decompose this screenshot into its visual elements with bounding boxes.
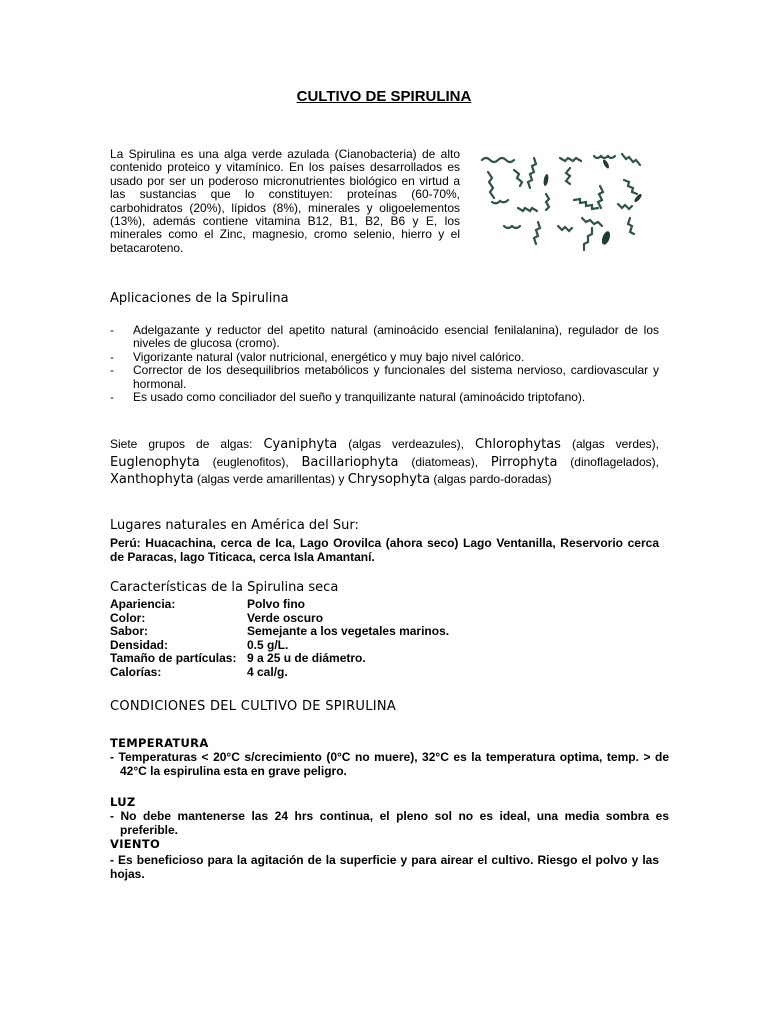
list-dash: - (110, 349, 114, 364)
algae-group-name: Euglenophyta (110, 454, 200, 470)
characteristic-label: Densidad: (110, 637, 169, 652)
spirulina-filament (492, 200, 508, 203)
spirulina-filament (622, 154, 640, 165)
list-dash: - (110, 363, 114, 378)
list-item (110, 391, 659, 404)
spirulina-filament (574, 199, 598, 209)
spirulina-filament (624, 180, 637, 194)
characteristic-row (110, 666, 449, 680)
algae-group-desc: (euglenofitos), (199, 454, 302, 469)
characteristic-row (110, 598, 449, 612)
spirulina-filament (628, 218, 634, 234)
list-item-text: Corrector de los desequilibrios metabólicos y funcionales del sistema nervioso, cardiovascular y hormonal. (133, 363, 659, 391)
light-text: - No debe mantenerse las 24 hrs continua, el pleno sol no es ideal, una media sombra es preferible. (110, 809, 669, 837)
algae-group-desc: (dinoflagelados), (557, 454, 660, 469)
spirulina-filament (488, 172, 494, 198)
applications-heading: Aplicaciones de la Spirulina (110, 291, 289, 306)
applications-list (110, 324, 659, 404)
wind-text: - Es beneficioso para la agitación de la superficie y para airear el cultivo. Riesgo el polvo y las hojas. (110, 853, 659, 881)
characteristic-label: Tamaño de partículas: (110, 651, 237, 666)
characteristic-label: Color: (110, 610, 146, 625)
characteristic-row (110, 639, 449, 653)
spirulina-filament (528, 158, 536, 188)
characteristic-row (110, 612, 449, 626)
algae-group-desc: (algas verde amarillentas) y (193, 472, 348, 486)
characteristic-value: 9 a 25 u de diámetro. (247, 651, 366, 666)
characteristics-table (110, 598, 449, 680)
algae-group-name: Bacillariophyta (301, 454, 399, 470)
list-item-text: Vigorizante natural (valor nutricional, energético y muy bajo nivel calórico. (133, 349, 525, 364)
algae-intro: Siete grupos de algas: (110, 437, 264, 451)
spirulina-filament (582, 218, 602, 226)
characteristic-row (110, 625, 449, 639)
places-text: Perú: Huacachina, cerca de Ica, Lago Orovilca (ahora seco) Lago Ventanilla, Reservorio cerca de Paracas, lago Titicaca, cerca Isla Amantaní. (110, 536, 659, 564)
characteristic-label: Calorías: (110, 664, 162, 679)
conditions-heading: CONDICIONES DEL CULTIVO DE SPIRULINA (110, 699, 397, 714)
list-item (110, 364, 659, 391)
algae-group-desc: (diatomeas), (398, 454, 491, 469)
characteristic-value: Polvo fino (247, 597, 305, 611)
spirulina-cell (600, 230, 611, 246)
algae-group-name: Pirrophyta (490, 454, 558, 470)
algae-group-name: Chrysophyta (347, 472, 431, 487)
algae-groups-paragraph (110, 436, 659, 489)
characteristic-value: Semejante a los vegetales marinos. (247, 624, 450, 639)
algae-group-name: Xanthophyta (110, 472, 194, 487)
list-item-text: Es usado como conciliador del sueño y tranquilizante natural (aminoácido triptofano). (133, 390, 586, 405)
spirulina-filament (584, 228, 592, 250)
spirulina-cell (543, 174, 549, 187)
characteristic-label: Sabor: (110, 624, 149, 639)
characteristic-value: 4 cal/g. (247, 664, 288, 679)
wind-heading: VIENTO (110, 837, 161, 851)
page-title: CULTIVO DE SPIRULINA (296, 88, 472, 105)
characteristics-heading: Características de la Spirulina seca (110, 580, 339, 595)
spirulina-filament (618, 204, 632, 209)
spirulina-cell (602, 159, 610, 170)
spirulina-filament (482, 158, 514, 162)
list-dash: - (110, 323, 114, 337)
spirulina-filament (504, 226, 520, 228)
algae-group-desc: (algas pardo-doradas) (430, 472, 552, 486)
spirulina-filament (518, 208, 537, 211)
algae-group-name: Chlorophytas (475, 437, 561, 452)
light-heading: LUZ (110, 795, 136, 809)
list-item (110, 324, 659, 351)
spirulina-filament (534, 222, 540, 244)
characteristic-value: 0.5 g/L. (247, 637, 289, 652)
temperature-text: - Temperaturas < 20°C s/crecimiento (0°C no muere), 32°C es la temperatura optima, temp. > de 42°C la espirulina esta en grave peligro. (110, 750, 669, 778)
spirulina-filament (594, 156, 615, 158)
intro-paragraph: La Spirulina es una alga verde azulada (Cianobacteria) de alto contenido proteico y vitamínico. En los países desarrollados es usado por ser un poderoso micronutrientes biológico en virtud a las sustancias que lo constituyen: proteínas (60-70%, carbohidratos (20%), lípidos (8%), minerales y oligoelementos (13%), además contiene vitamina B12, B1, B2, B6 y E, los minerales como el Zinc, magnesio, cromo selenio, hierro y el betacaroteno. (110, 147, 460, 255)
list-item (110, 351, 659, 364)
list-item-text: Adelgazante y reductor del apetito natural (aminoácido esencial fenilalanina), regulador de los niveles de glucosa (cromo). (133, 323, 659, 351)
spirulina-filament (560, 158, 581, 161)
list-dash: - (110, 390, 114, 405)
algae-group-desc: (algas verdeazules), (337, 437, 476, 451)
places-heading: Lugares naturales en América del Sur: (110, 518, 359, 533)
characteristic-row (110, 652, 449, 666)
spirulina-filament (514, 170, 522, 186)
algae-group-desc: (algas verdes), (560, 437, 659, 451)
spirulina-filament (558, 226, 572, 231)
spirulina-filament (598, 186, 603, 208)
characteristic-value: Verde oscuro (247, 610, 324, 625)
spirulina-filament (546, 194, 549, 210)
spirulina-illustration (474, 146, 654, 258)
characteristic-label: Apariencia: (110, 597, 176, 611)
algae-group-name: Cyaniphyta (263, 437, 338, 452)
spirulina-filament (566, 168, 570, 184)
temperature-heading: TEMPERATURA (110, 736, 209, 750)
